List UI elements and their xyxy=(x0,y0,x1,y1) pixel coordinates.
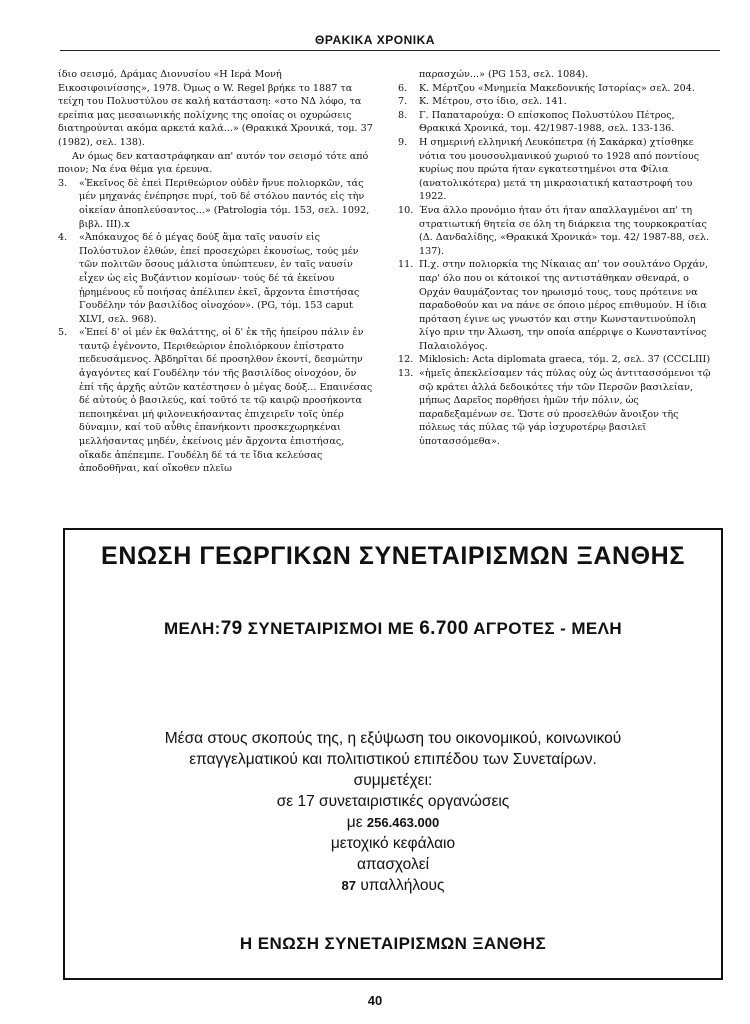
right-column xyxy=(398,68,714,449)
farmers-count: 6.700 xyxy=(419,618,469,639)
footnote-11 xyxy=(398,258,714,353)
footnote-text: Κ. Μέρτζου «Μνημεία Μακεδονικής Ιστορίας» σελ. 204. xyxy=(419,82,695,94)
header-rule xyxy=(60,50,720,51)
ad-title: ΕΝΩΣΗ ΓΕΩΡΓΙΚΩΝ ΣΥΝΕΤΑΙΡΙΣΜΩΝ ΞΑΝΘΗΣ xyxy=(101,542,685,570)
ad-line: επαγγελματικού και πολιτιστικού επιπέδου των Συνεταίρων. xyxy=(189,751,597,768)
employees-count: 87 xyxy=(341,878,357,893)
members-count: 79 xyxy=(220,618,243,639)
footnote-text: Γ. Παπαταρούχα: Ο επίσκοπος Πολυστύλου Πέτρος, Θρακικά Χρονικά, τομ. 42/1987-1988, σελ. 133-136. xyxy=(419,109,675,135)
footnote-number: 11. xyxy=(398,259,414,271)
ad-footer: Η ΕΝΩΣΗ ΣΥΝΕΤΑΙΡΙΣΜΩΝ ΞΑΝΘΗΣ xyxy=(239,934,547,953)
ad-line: σε 17 συνεταιριστικές οργανώσεις xyxy=(276,793,510,810)
members-prefix: ΜΕΛΗ: xyxy=(163,619,221,638)
ad-line-prefix: με xyxy=(346,814,363,831)
footnote-text: Π.χ. στην πολιορκία της Νίκαιας απ' τον σουλτάνο Ορχάν, παρ' όλο που οι κάτοικοί της αντιστάθηκαν σθεναρά, ο Ορχάν θαυμάζοντας τον ηρωισμό τους, τους πρότεινε να παραδοθούν και να πάνε σε όποιο μέρος επιθυμούν. Η ίδια πρόταση έγινε ως γνωστόν και στην Κωνσταντινούπολη λίγο πριν την Άλωση, την οποία απέρριψε ο Κωνσταντίνος Παλαιολόγος. xyxy=(419,259,709,352)
footnote-number: 4. xyxy=(58,232,68,244)
footnote-number: 5. xyxy=(58,327,68,339)
footnote-text: παρασχών...» (PG 153, σελ. 1084). xyxy=(419,69,589,80)
footnote-6 xyxy=(398,82,714,96)
ad-line: συμμετέχει: xyxy=(353,772,433,789)
ad-line: απασχολεί xyxy=(356,856,430,873)
ad-line: μετοχικό κεφάλαιο xyxy=(330,835,456,852)
footnote-number: 10. xyxy=(398,204,414,216)
members-suffix: ΑΓΡΟΤΕΣ - ΜΕΛΗ xyxy=(473,619,623,638)
footnote-number: 8. xyxy=(398,109,408,121)
footnote-number: 3. xyxy=(58,177,68,189)
footnote-text: «ἡμεῖς ἀπεκλείσαμεν τάς πύλας οὐχ ὡς ἀντιτασσόμενοι τῷ σῷ κράτει ἀλλά δεδοικότες τήν τῶν Περσῶν βασιλείαν, μήπως Δαρεῖος πορθήσει ἡμῶν τήν πόλιν, ὡς παραδεξαμένων σε. Ὥστε σύ προσελθών ἄνοιξον τῆς πόλεως τάς πύλας τῷ γάρ ἰσχυροτέρῳ βασιλεῖ ὑποτασσόμεθα». xyxy=(419,368,711,448)
footnote-5-continued xyxy=(398,68,714,82)
footnote-text: Miklosich: Acta diplomata graeca, τόμ. 2, σελ. 37 (CCCLIII) xyxy=(419,354,711,366)
members-mid: ΣΥΝΕΤΑΙΡΙΣΜΟΙ ΜΕ xyxy=(247,619,415,638)
footnote-10 xyxy=(398,204,714,258)
footnote-7 xyxy=(398,95,714,109)
footnote-number: 13. xyxy=(398,368,414,380)
footnote-5 xyxy=(58,326,374,476)
footnote-text: «Ἐπεί δ' οἱ μέν ἐκ θαλάττης, οἱ δ' ἐκ τῆς ἠπείρου πάλιν ἐν ταυτῷ ἐγένοντο, Περιθεώριον ἐπολιόρκουν ἐπίστρατο πεδευσάμενος. Ἀβδηρῖται δέ προσηλθον ἑκοντί, δεσμώτην ἀγαγόντες καί Γουδέλην τόν τῆς βασιλίδος οἰνοχόον, ὅν ἐπί τῆς ἀρχῆς αὐτῶν κατέστησεν ὁ μέγας δούξ... Επαινέσας δέ αὐτούς ὁ βασιλεύς, καί τοῦτό τε τῷ καιρῷ προσήκοντα πεποιηκέναι μή φιλονεικήσαντας ἐπιχειρεῖν τοῖς ὑπέρ δύναμιν, καί τοῦ αὖθις ἐπανήκοντι προσκεχωρηκέναι μελλήσαντας μηδέν, ἐκείνοις μέν ἄρχοντα ἐπιστήσας, οἴκαδε ἀπέπεμπε. Γουδέλη δέ τά τε ἴδια κελεύσας ἀποδοθῆναι, καί οἴκοθεν πλεῖω xyxy=(79,327,373,475)
footnote-number: 9. xyxy=(398,136,408,148)
footnote-number: 12. xyxy=(398,354,414,366)
ad-line-suffix: υπαλλήλους xyxy=(360,877,445,894)
footnote-text: Η σημερινή ελληνική Λευκόπετρα (ή Σακάρκα) χτίσθηκε νότια του μουσουλμανικού χωριού το 1928 από ποντίους κυρίως που πρώτα ήταν εγκατεστημένοι στα Φίλια (ανατολικότερα) μετά τη μικρασιατική καταστροφή του 1922. xyxy=(419,136,700,203)
footnote-text: «Ἀπόκαυχος δέ ὁ μέγας δούξ ἅμα ταῖς ναυσίν εἰς Πολύστυλον ἐλθών, ἐπεί προσεχώρει ἑκουσίως, τούς μέν τῶν πολιτῶν ὅσους μάλιστα ὑπώπτευεν, ἐν ταῖς ναυσίν εἶχεν ὡς εἰς Βυζάντιον κομίσων· τούς δέ τά ἐκείνου ᾑρημένους εὖ ποιήσας ἀπέλιπεν ἐκεῖ, ἄρχοντα ἐπιστήσας Γουδέλην τόν βασιλίδος οἰνοχόον». (PG, τόμ. 153 caput XLVI, σελ. 968). xyxy=(79,232,360,325)
footnote-9 xyxy=(398,136,714,204)
footnote-text: «Ἐκεῖνος δὲ ἐπεὶ Περιθεώριον οὐδὲν ἤνυε πολιορκῶν, τάς μέν μηχανάς ἐνέπρησε πυρί, τοῦ δέ στόλου παντός εἰς τὴν οἰκείαν ἀποπλεύσαντος...» (Patrologia τόμ. 153, σελ. 1092, βιβλ. III).x xyxy=(79,177,370,230)
footnote-13 xyxy=(398,367,714,449)
capital-amount: 256.463.000 xyxy=(366,815,440,830)
footnote-number: 7. xyxy=(398,96,408,108)
running-header: ΘΡΑΚΙΚΑ ΧΡΟΝΙΚΑ xyxy=(315,33,435,47)
footnote-12 xyxy=(398,353,714,367)
footnote-4 xyxy=(58,231,374,326)
ad-employees-line xyxy=(65,875,721,896)
advertisement-box xyxy=(63,528,723,980)
ad-body xyxy=(65,728,721,896)
paragraph: Αν όμως δεν καταστράφηκαν απ' αυτόν τον σεισμό τότε από ποιον; Να ένα θέμα για έρευνα. xyxy=(58,150,369,176)
footnote-text: Ένα άλλο προνόμιο ήταν ότι ήταν απαλλαγμένοι απ' τη στρατιωτική θητεία σε όλη τη διάρκεια της τουρκοκρατίας (Δ. Δανδαλίδης, «Θρακικά Χρονικά» τομ. 42/ 1987-88, σελ. 137). xyxy=(419,204,709,257)
left-column xyxy=(58,68,374,476)
footnote-8 xyxy=(398,109,714,136)
ad-line: Μέσα στους σκοπούς της, η εξύψωση του οικονομικού, κοινωνικού xyxy=(164,730,622,747)
footnote-number: 6. xyxy=(398,82,408,94)
paragraph-continued: ίδιο σεισμό, Δράμας Διονυσίου «Η Ιερά Μονή Εικοσιφοινίσσης», 1978. Όμως ο W. Regel βρήκε το 1887 τα τείχη του Πολυστύλου σε καλή κατάσταση: «στο ΝΔ λόφο, τα ερείπια μας μεσαιωνικής πολίχνης της οποίας οι οχυρώσεις διατηρούνται ακόμα αρκετά καλά...» (Θρακικά Χρονικά, τομ. 37 (1982), σελ. 138). xyxy=(58,69,373,148)
ad-capital-line xyxy=(65,812,721,833)
ad-members-line xyxy=(65,618,721,640)
footnote-3 xyxy=(58,177,374,231)
footnote-text: Κ. Μέτρου, στο ίδιο, σελ. 141. xyxy=(419,96,567,108)
page-number: 40 xyxy=(367,993,383,1008)
